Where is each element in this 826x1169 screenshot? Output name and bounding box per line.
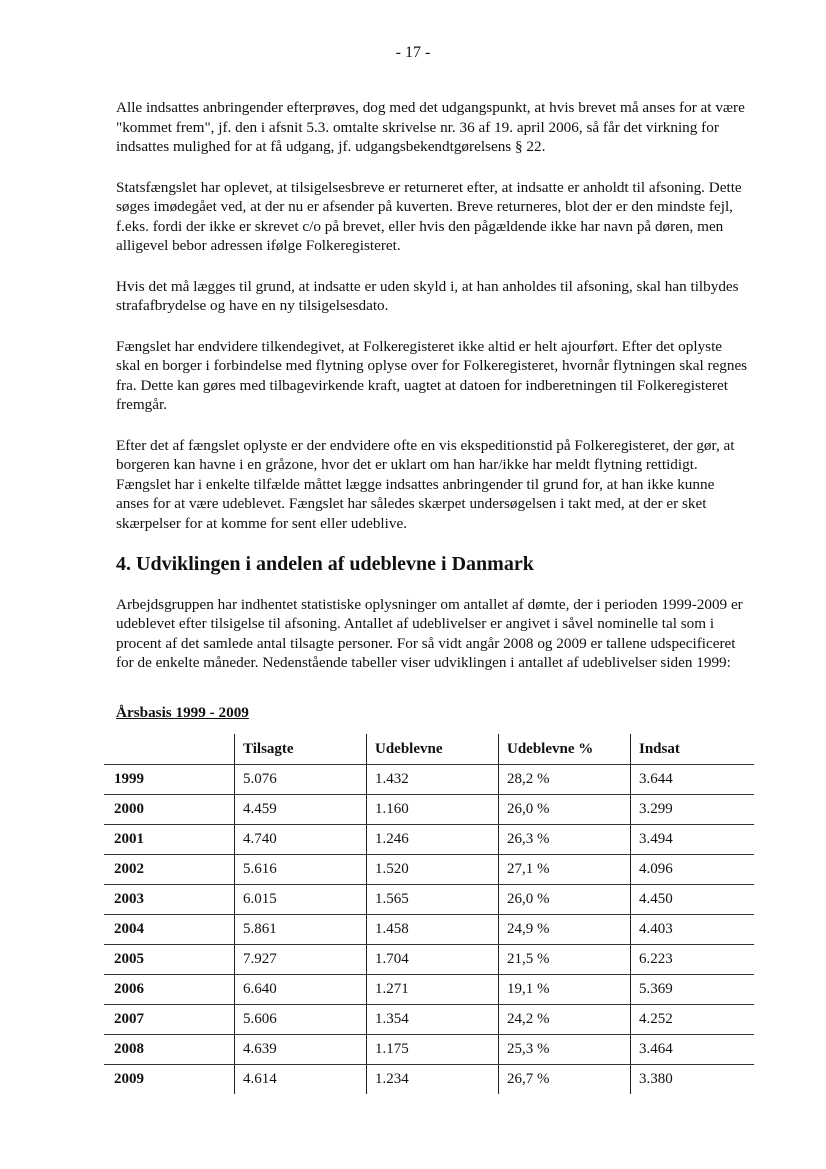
table-cell: 1.354 bbox=[367, 1005, 499, 1035]
table-row-year: 2008 bbox=[104, 1035, 235, 1065]
paragraph: Efter det af fængslet oplyste er der endvidere ofte en vis ekspeditionstid på Folkeregisteret, der gør, at borgeren kan havne i en gråzone, hvor det er uklart om han har/ikke har meldt flytning rettidigt. Fængslet har i enkelte tilfælde måttet lægge indsattes anbringender til grund for, at han ikke kunne anses for at være udeblevet. Fængslet har således skærpet undersøgelsen i takt med, at der er sket skærpelser for at komme for sent eller udeblive. bbox=[116, 436, 735, 532]
table-row-year: 2000 bbox=[104, 795, 235, 825]
table-header-cell: Indsat bbox=[631, 734, 755, 765]
table-cell: 5.606 bbox=[235, 1005, 367, 1035]
table-cell: 5.076 bbox=[235, 765, 367, 795]
table-cell: 26,0 % bbox=[499, 795, 631, 825]
table-cell: 4.096 bbox=[631, 855, 755, 885]
table-cell: 6.223 bbox=[631, 945, 755, 975]
table-cell: 1.175 bbox=[367, 1035, 499, 1065]
table-cell: 5.369 bbox=[631, 975, 755, 1005]
table-cell: 1.565 bbox=[367, 885, 499, 915]
table-cell: 6.015 bbox=[235, 885, 367, 915]
table-cell: 1.160 bbox=[367, 795, 499, 825]
paragraph: Hvis det må lægges til grund, at indsatte er uden skyld i, at han anholdes til afsoning, skal han tilbydes strafafbrydelse og have en ny tilsigelsesdato. bbox=[116, 277, 739, 314]
table-row-year: 2009 bbox=[114, 1071, 144, 1087]
table-header-cell: Tilsagte bbox=[235, 734, 367, 765]
table-row bbox=[104, 765, 754, 795]
table-cell: 19,1 % bbox=[499, 975, 631, 1005]
table-cell: 26,3 % bbox=[499, 825, 631, 855]
table-cell: 4.403 bbox=[631, 915, 755, 945]
table-row-year: 2007 bbox=[104, 1005, 235, 1035]
table-header-cell: Udeblevne bbox=[367, 734, 499, 765]
table-row-year: 2005 bbox=[104, 945, 235, 975]
table-row-year: 1999 bbox=[104, 765, 235, 795]
table-cell: 4.740 bbox=[235, 825, 367, 855]
statistics-table bbox=[104, 734, 754, 1094]
table-cell: 26,0 % bbox=[499, 885, 631, 915]
table-cell: 28,2 % bbox=[499, 765, 631, 795]
table-cell: 4.252 bbox=[631, 1005, 755, 1035]
paragraph: Statsfængslet har oplevet, at tilsigelsesbreve er returneret efter, at indsatte er anholdt til afsoning. Dette søges imødegået ved, at der nu er afsender på kuverten. Breve returneres, blot der er den mindste fejl, f.eks. fordi der ikke er skrevet c/o på brevet, eller hvis den pågældende ikke har navn på døren, men alligevel bebor adressen ifølge Folkeregisteret. bbox=[116, 178, 742, 254]
table-cell: 3.380 bbox=[631, 1065, 755, 1095]
table-cell: 1.458 bbox=[367, 915, 499, 945]
table-row-year: 2006 bbox=[104, 975, 235, 1005]
table-cell: 1.271 bbox=[367, 975, 499, 1005]
statistics-table-container bbox=[104, 734, 754, 1094]
document-body bbox=[116, 98, 748, 722]
table-cell: 24,9 % bbox=[499, 915, 631, 945]
table-row bbox=[104, 825, 754, 855]
table-cell: 5.861 bbox=[235, 915, 367, 945]
table-cell: 4.614 bbox=[235, 1065, 367, 1095]
table-cell: 1.246 bbox=[367, 825, 499, 855]
table-cell: 24,2 % bbox=[499, 1005, 631, 1035]
table-header-row bbox=[104, 734, 754, 765]
table-title: Årsbasis 1999 - 2009 bbox=[116, 703, 249, 721]
table-row bbox=[104, 885, 754, 915]
table-cell: 25,3 % bbox=[499, 1035, 631, 1065]
table-cell: 1.520 bbox=[367, 855, 499, 885]
table-cell: 4.639 bbox=[235, 1035, 367, 1065]
table-row bbox=[104, 855, 754, 885]
table-cell: 1.432 bbox=[367, 765, 499, 795]
paragraph: Alle indsattes anbringender efterprøves, dog med det udgangspunkt, at hvis brevet må anses for at være "kommet frem", jf. den i afsnit 5.3. omtalte skrivelse nr. 36 af 19. april 2006, så får det virkning for indsattes mulighed for at få udgang, jf. udgangsbekendtgørelsens § 22. bbox=[116, 99, 745, 155]
table-row-year: 2002 bbox=[104, 855, 235, 885]
table-cell: 3.464 bbox=[631, 1035, 755, 1065]
table-row bbox=[104, 945, 754, 975]
table-header-cell bbox=[104, 734, 235, 765]
table-row-year: 2003 bbox=[104, 885, 235, 915]
table-row bbox=[104, 915, 754, 945]
table-body bbox=[104, 765, 754, 1095]
table-cell: 1.704 bbox=[367, 945, 499, 975]
paragraph: Fængslet har endvidere tilkendegivet, at Folkeregisteret ikke altid er helt ajourført. Efter det oplyste skal en borger i forbindelse med flytning oplyse over for Folkeregisteret, hvornår flytningen skal regnes fra. Dette kan gøres med tilbagevirkende kraft, uagtet at datoen for indberetningen til Folkeregisteret fremgår. bbox=[116, 337, 748, 413]
table-cell: 1.234 bbox=[367, 1065, 499, 1095]
table-row-year: 2004 bbox=[104, 915, 235, 945]
table-cell: 27,1 % bbox=[499, 855, 631, 885]
table-cell: 5.616 bbox=[235, 855, 367, 885]
table-row bbox=[104, 1065, 754, 1095]
table-row-year: 2001 bbox=[104, 825, 235, 855]
table-cell: 26,7 % bbox=[499, 1065, 631, 1095]
page-number: - 17 - bbox=[395, 44, 431, 61]
table-row bbox=[104, 975, 754, 1005]
table-row bbox=[104, 1005, 754, 1035]
table-row bbox=[104, 1035, 754, 1065]
table-header-cell: Udeblevne % bbox=[499, 734, 631, 765]
section-heading: 4. Udviklingen i andelen af udeblevne i Danmark bbox=[116, 553, 534, 575]
table-cell: 3.644 bbox=[631, 765, 755, 795]
table-cell: 4.450 bbox=[631, 885, 755, 915]
table-row bbox=[104, 795, 754, 825]
table-cell: 21,5 % bbox=[499, 945, 631, 975]
table-cell: 6.640 bbox=[235, 975, 367, 1005]
table-cell: 4.459 bbox=[235, 795, 367, 825]
table-cell: 7.927 bbox=[235, 945, 367, 975]
table-cell: 3.494 bbox=[631, 825, 755, 855]
paragraph: Arbejdsgruppen har indhentet statistiske oplysninger om antallet af dømte, der i perioden 1999-2009 er udeblevet efter tilsigelse til afsoning. Antallet af udeblivelser er angivet i såvel nominelle tal som i procent af det samlede antal tilsagte personer. For så vidt angår 2008 og 2009 er tallene udspecificeret for de enkelte måneder. Nedenstående tabeller viser udviklingen i antallet af udeblivelser siden 1999: bbox=[116, 595, 743, 671]
table-cell: 3.299 bbox=[631, 795, 755, 825]
